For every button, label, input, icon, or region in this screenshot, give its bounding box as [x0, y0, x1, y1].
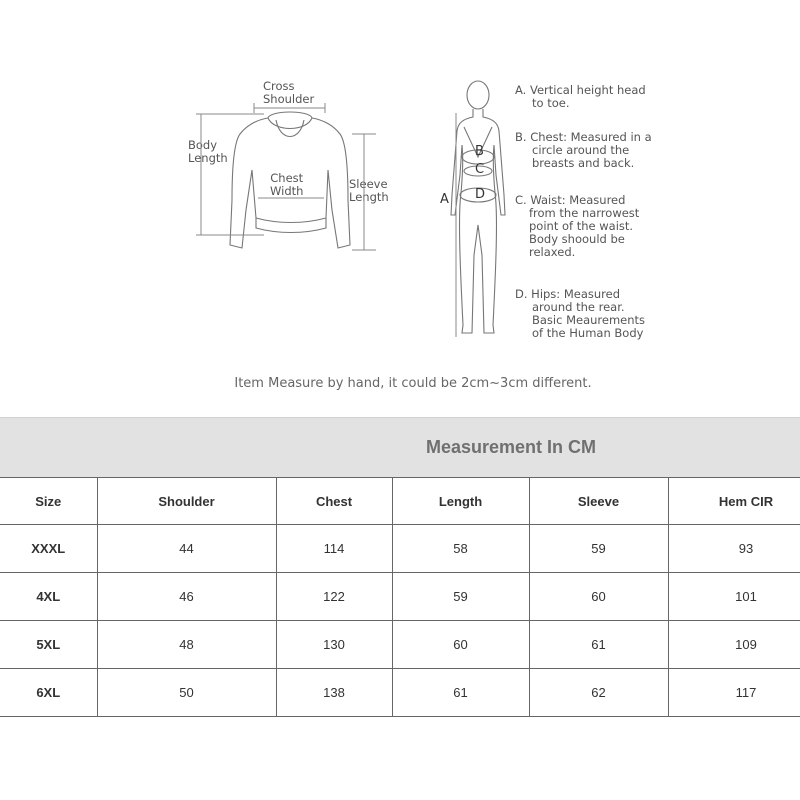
table-row [0, 621, 800, 669]
length-cell: 59 [392, 573, 529, 621]
header-sleeve: Sleeve [529, 478, 668, 525]
sleeve-length-label: Sleeve Length [349, 177, 389, 204]
chest-cell: 138 [276, 669, 392, 717]
chest-width-label: Chest Width [270, 171, 304, 198]
sleeve-cell: 61 [529, 621, 668, 669]
header-length: Length [392, 478, 529, 525]
chest-cell: 114 [276, 525, 392, 573]
body-head [467, 81, 489, 109]
table-header-row [0, 478, 800, 525]
header-chest: Chest [276, 478, 392, 525]
chest-cell: 130 [276, 621, 392, 669]
header-size: Size [0, 478, 97, 525]
table-title: Measurement In CM [426, 437, 597, 457]
size-cell: XXXL [0, 525, 97, 573]
table-row [0, 573, 800, 621]
legend-d: D. Hips: Measured around the rear. Basic Meaurements of the Human Body [515, 287, 646, 340]
length-cell: 58 [392, 525, 529, 573]
measurement-note: Item Measure by hand, it could be 2cm~3cm different. [234, 376, 592, 391]
marker-d: D [475, 187, 486, 202]
header-shoulder: Shoulder [97, 478, 276, 525]
table-row [0, 669, 800, 717]
hem-cir-cell: 117 [668, 669, 800, 717]
body-outline [451, 109, 505, 333]
marker-c: C [475, 162, 485, 177]
table-row [0, 525, 800, 573]
sleeve-cell: 60 [529, 573, 668, 621]
shoulder-cell: 48 [97, 621, 276, 669]
shoulder-cell: 46 [97, 573, 276, 621]
header-hem-cir: Hem CIR [668, 478, 800, 525]
sleeve-cell: 62 [529, 669, 668, 717]
chest-cell: 122 [276, 573, 392, 621]
size-table [0, 477, 800, 717]
size-cell: 6XL [0, 669, 97, 717]
legend-b: B. Chest: Measured in a circle around the breasts and back. [515, 130, 652, 170]
hem-cir-cell: 93 [668, 525, 800, 573]
sleeve-cell: 59 [529, 525, 668, 573]
garment-outline [230, 118, 350, 248]
size-cell: 5XL [0, 621, 97, 669]
table-title-band [0, 417, 800, 478]
body-length-label: Body Length [188, 138, 228, 165]
marker-b: B [475, 144, 484, 159]
hem-cir-cell: 109 [668, 621, 800, 669]
legend-c: C. Waist: Measured from the narrowest point of the waist. Body shoould be relaxed. [515, 193, 640, 259]
hem-cir-cell: 101 [668, 573, 800, 621]
shoulder-cell: 50 [97, 669, 276, 717]
length-cell: 60 [392, 621, 529, 669]
size-cell: 4XL [0, 573, 97, 621]
marker-a: A [440, 192, 449, 207]
cross-shoulder-label: Cross Shoulder [263, 79, 315, 106]
legend-a: A. Vertical height head to toe. [515, 83, 646, 110]
length-cell: 61 [392, 669, 529, 717]
garment-neck [268, 112, 312, 118]
body-diagram [430, 75, 520, 345]
garment-diagram [180, 70, 390, 260]
shoulder-cell: 44 [97, 525, 276, 573]
